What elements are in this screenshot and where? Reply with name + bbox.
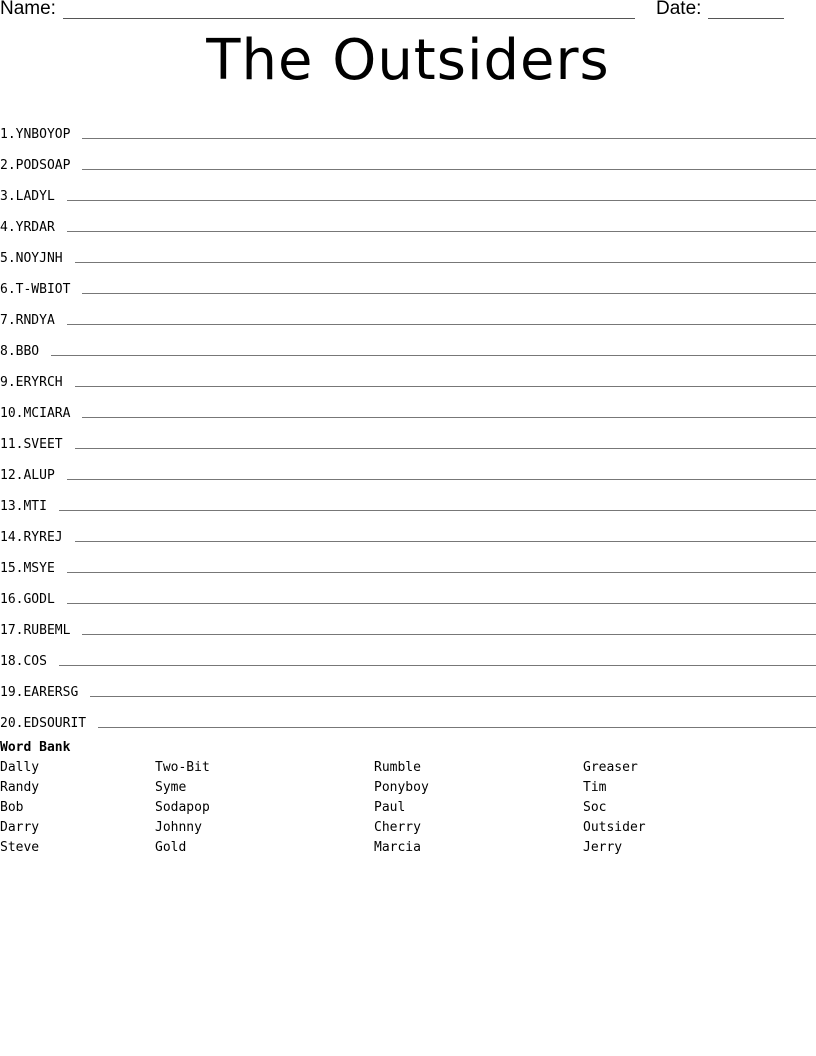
- word-bank-item: Cherry: [374, 820, 421, 835]
- question-number: 6.: [0, 282, 16, 297]
- page-title: The Outsiders: [206, 28, 610, 93]
- question-row: [0, 142, 816, 173]
- scrambled-word: T-WBIOT: [15, 282, 71, 297]
- word-bank-item: Rumble: [374, 760, 421, 775]
- scrambled-word: NOYJNH: [15, 251, 63, 266]
- date-field[interactable]: [708, 18, 784, 19]
- word-bank-item: Jerry: [583, 840, 623, 855]
- answer-line[interactable]: [82, 416, 816, 418]
- word-bank-row: [0, 760, 816, 780]
- question-row: [0, 173, 816, 204]
- question-row: [0, 607, 816, 638]
- scrambled-word: MTI: [23, 499, 47, 514]
- scrambled-word: ERYRCH: [15, 375, 63, 390]
- word-bank-item: Sodapop: [155, 800, 210, 815]
- question-number: 14.: [0, 530, 24, 545]
- word-bank-item: Paul: [374, 800, 406, 815]
- question-number: 12.: [0, 468, 24, 483]
- date-label: Date:: [656, 0, 702, 19]
- question-row: [0, 111, 816, 142]
- answer-line[interactable]: [82, 633, 816, 635]
- question-row: [0, 235, 816, 266]
- answer-line[interactable]: [98, 726, 816, 728]
- word-bank-item: Johnny: [155, 820, 202, 835]
- answer-line[interactable]: [67, 323, 816, 325]
- question-row: [0, 266, 816, 297]
- question-number: 5.: [0, 251, 16, 266]
- word-bank: [0, 760, 816, 860]
- word-bank-item: Marcia: [374, 840, 421, 855]
- question-number: 18.: [0, 654, 24, 669]
- question-number: 2.: [0, 158, 16, 173]
- answer-line[interactable]: [75, 261, 816, 263]
- question-row: [0, 359, 816, 390]
- question-row: [0, 297, 816, 328]
- header: [0, 0, 816, 24]
- scrambled-word: GODL: [23, 592, 55, 607]
- scrambled-word: EDSOURIT: [23, 716, 87, 731]
- scrambled-word: BBO: [15, 344, 40, 359]
- scrambled-word: SVEET: [23, 437, 63, 452]
- question-number: 19.: [0, 685, 24, 700]
- scrambled-word: MSYE: [23, 561, 55, 576]
- question-row: [0, 204, 816, 235]
- question-number: 11.: [0, 437, 24, 452]
- question-row: [0, 390, 816, 421]
- answer-line[interactable]: [67, 478, 816, 480]
- question-number: 10.: [0, 406, 24, 421]
- answer-line[interactable]: [67, 602, 816, 604]
- scrambled-word: YRDAR: [15, 220, 55, 235]
- question-number: 16.: [0, 592, 24, 607]
- question-row: [0, 669, 816, 700]
- answer-line[interactable]: [82, 168, 816, 170]
- scrambled-word: MCIARA: [23, 406, 71, 421]
- name-field[interactable]: [63, 18, 635, 19]
- question-number: 9.: [0, 375, 16, 390]
- word-bank-row: [0, 840, 816, 860]
- question-row: [0, 545, 816, 576]
- name-label: Name:: [0, 0, 56, 19]
- scrambled-word: EARERSG: [23, 685, 79, 700]
- question-row: [0, 483, 816, 514]
- word-bank-item: Ponyboy: [374, 780, 429, 795]
- word-bank-item: Tim: [583, 780, 607, 795]
- word-bank-item: Bob: [0, 800, 24, 815]
- question-row: [0, 328, 816, 359]
- scrambled-word: PODSOAP: [15, 158, 71, 173]
- answer-line[interactable]: [67, 199, 816, 201]
- answer-line[interactable]: [82, 292, 816, 294]
- word-bank-item: Syme: [155, 780, 187, 795]
- word-bank-item: Darry: [0, 820, 40, 835]
- question-number: 17.: [0, 623, 24, 638]
- word-bank-row: [0, 820, 816, 840]
- word-bank-item: Steve: [0, 840, 40, 855]
- question-number: 3.: [0, 189, 16, 204]
- scrambled-word: COS: [23, 654, 47, 669]
- question-row: [0, 514, 816, 545]
- answer-line[interactable]: [59, 664, 816, 666]
- answer-line[interactable]: [51, 354, 816, 356]
- answer-line[interactable]: [82, 137, 816, 139]
- question-number: 15.: [0, 561, 24, 576]
- answer-line[interactable]: [67, 230, 816, 232]
- question-number: 4.: [0, 220, 16, 235]
- scrambled-word: YNBOYOP: [15, 127, 71, 142]
- word-bank-row: [0, 800, 816, 820]
- question-number: 13.: [0, 499, 24, 514]
- scrambled-word: RNDYA: [15, 313, 55, 328]
- word-bank-item: Outsider: [583, 820, 646, 835]
- answer-line[interactable]: [75, 385, 816, 387]
- word-bank-item: Randy: [0, 780, 40, 795]
- answer-line[interactable]: [75, 447, 816, 449]
- word-bank-item: Two-Bit: [155, 760, 210, 775]
- question-row: [0, 700, 816, 731]
- word-bank-row: [0, 780, 816, 800]
- question-number: 1.: [0, 127, 16, 142]
- scramble-list: [0, 111, 816, 731]
- question-row: [0, 452, 816, 483]
- answer-line[interactable]: [90, 695, 816, 697]
- answer-line[interactable]: [75, 540, 816, 542]
- word-bank-item: Greaser: [583, 760, 638, 775]
- scrambled-word: RUBEML: [23, 623, 71, 638]
- scrambled-word: ALUP: [23, 468, 55, 483]
- word-bank-item: Gold: [155, 840, 187, 855]
- question-row: [0, 638, 816, 669]
- answer-line[interactable]: [59, 509, 816, 511]
- answer-line[interactable]: [67, 571, 816, 573]
- scrambled-word: RYREJ: [23, 530, 63, 545]
- question-row: [0, 576, 816, 607]
- word-bank-item: Dally: [0, 760, 40, 775]
- word-bank-item: Soc: [583, 800, 607, 815]
- question-number: 8.: [0, 344, 16, 359]
- question-row: [0, 421, 816, 452]
- question-number: 7.: [0, 313, 16, 328]
- question-number: 20.: [0, 716, 24, 731]
- word-bank-title: Word Bank: [0, 740, 71, 755]
- scrambled-word: LADYL: [15, 189, 55, 204]
